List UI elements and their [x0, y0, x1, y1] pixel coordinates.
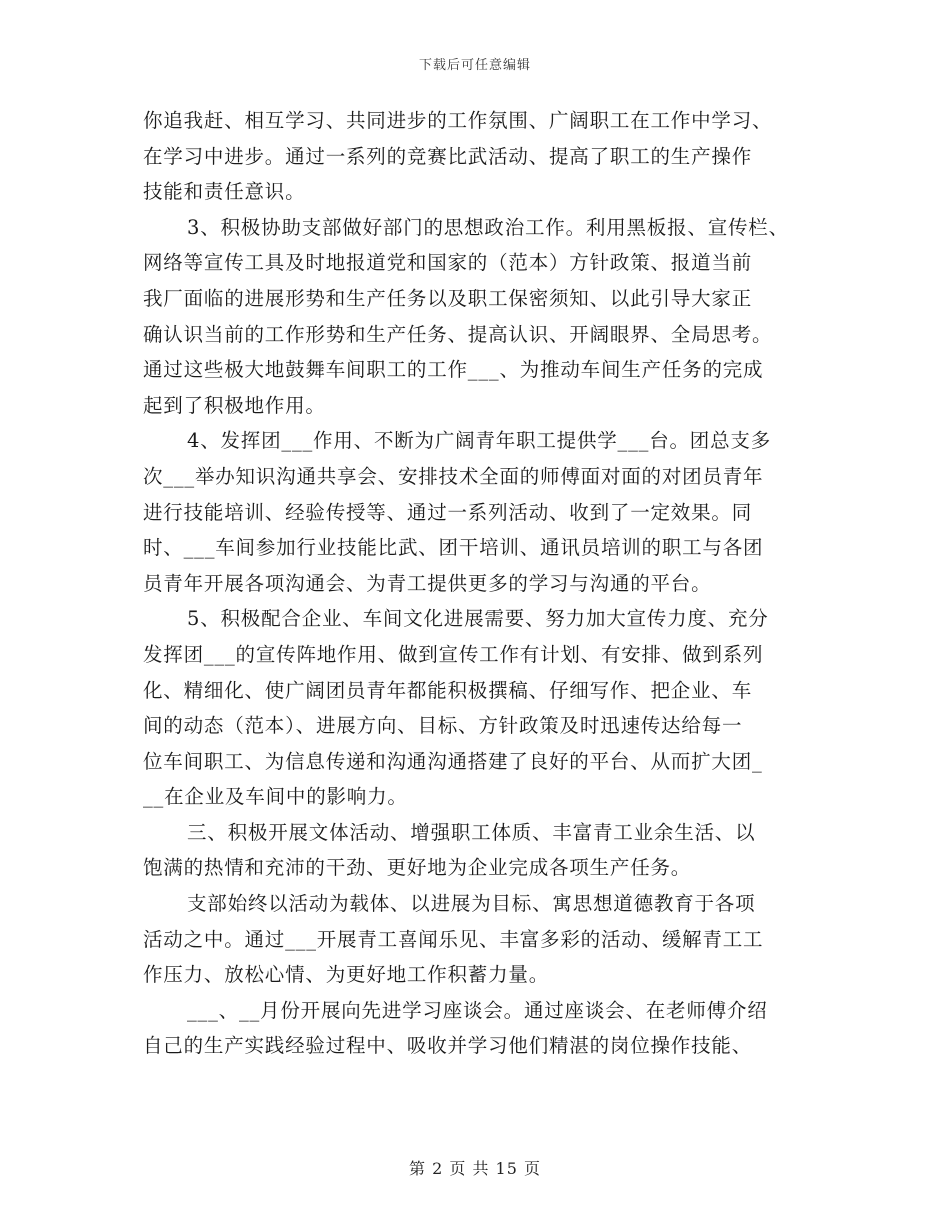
text-line: 活动之中。通过___开展青工喜闻乐见、丰富多彩的活动、缓解青工工	[143, 927, 764, 951]
text-line: 通过这些极大地鼓舞车间职工的工作___、为推动车间生产任务的完成	[143, 358, 764, 382]
text-line: __在企业及车间中的影响力。	[143, 785, 408, 809]
text-line: 支部始终以活动为载体、以进展为目标、寓思想道德教育于各项	[187, 892, 756, 916]
text-line: 3、积极协助支部做好部门的思想政治工作。利用黑板报、宣传栏、	[187, 215, 789, 239]
text-line: 化、精细化、使广阔团员青年都能积极撰稿、仔细写作、把企业、车	[143, 678, 753, 702]
text-line: 我厂面临的进展形势和生产任务以及职工保密须知、以此引导大家正	[143, 286, 753, 310]
text-line: 网络等宣传工具及时地报道党和国家的（范本）方针政策、报道当前	[143, 251, 753, 275]
text-line: 次___举办知识沟通共享会、安排技术全面的师傅面对面的对团员青年	[143, 464, 764, 488]
text-line: 间的动态（范本）、进展方向、目标、方针政策及时迅速传达给每一	[143, 714, 743, 738]
text-line: 起到了积极地作用。	[143, 393, 326, 417]
text-line: 技能和责任意识。	[143, 180, 306, 204]
text-line: 作压力、放松心情、为更好地工作积蓄力量。	[143, 963, 550, 987]
text-line: 5、积极配合企业、车间文化进展需要、努力加大宣传力度、充分	[187, 607, 769, 631]
text-line: 位车间职工、为信息传递和沟通沟通搭建了良好的平台、从而扩大团_	[143, 749, 763, 773]
text-line: ___、__月份开展向先进学习座谈会。通过座谈会、在老师傅介绍	[187, 998, 768, 1022]
document-body	[143, 103, 808, 1064]
text-line: 4、发挥团___作用、不断为广阔青年职工提供学___台。团总支多	[187, 429, 772, 453]
page-header: 下载后可任意编辑	[418, 58, 531, 73]
text-line: 发挥团___的宣传阵地作用、做到宣传工作有计划、有安排、做到系列	[143, 642, 764, 666]
text-line: 自己的生产实践经验过程中、吸收并学习他们精湛的岗位操作技能、	[143, 1034, 753, 1058]
text-line: 员青年开展各项沟通会、为青工提供更多的学习与沟通的平台。	[143, 571, 712, 595]
text-line: 三、积极开展文体活动、增强职工体质、丰富青工业余生活、以	[187, 820, 756, 844]
text-line: 确认识当前的工作形势和生产任务、提高认识、开阔眼界、全局思考。	[143, 322, 773, 346]
text-line: 饱满的热情和充沛的干劲、更好地为企业完成各项生产任务。	[143, 856, 692, 880]
text-line: 你追我赶、相互学习、共同进步的工作氛围、广阔职工在工作中学习、	[143, 109, 773, 132]
text-line: 在学习中进步。通过一系列的竞赛比武活动、提高了职工的生产操作	[143, 144, 753, 168]
text-line: 时、___车间参加行业技能比武、团干培训、通讯员培训的职工与各团	[143, 536, 764, 560]
text-line: 进行技能培训、经验传授等、通过一系列活动、收到了一定效果。同	[143, 500, 753, 524]
page-footer: 第 2 页 共 15 页	[409, 1159, 541, 1178]
